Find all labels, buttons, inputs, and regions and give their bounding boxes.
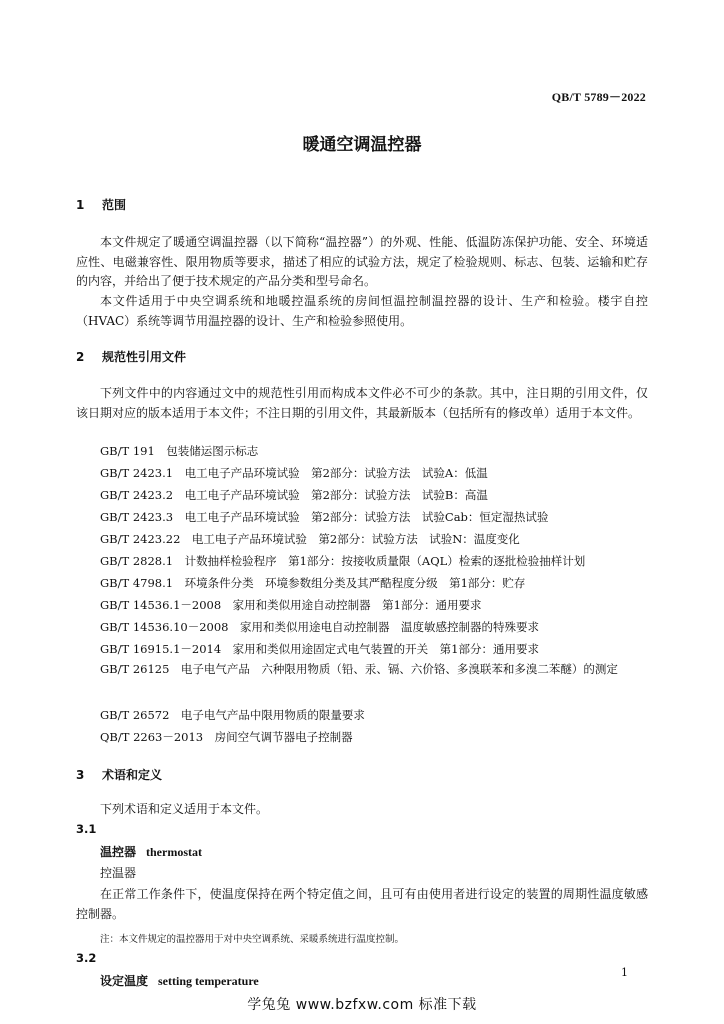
references-intro: 下列文件中的内容通过文中的规范性引用而构成本文件必不可少的条款。其中，注日期的引用文件，仅该日期对应的版本适用于本文件；不注日期的引用文件，其最新版本（包括所有的修改单）适用于本文件。 <box>76 386 648 420</box>
section-number: 1 <box>76 198 85 212</box>
term-heading <box>100 843 202 860</box>
scope-paragraph-2: 本文件适用于中央空调系统和地暖控温系统的房间恒温控制温控器的设计、生产和检验。楼宇自控（HVAC）系统等调节用温控器的设计、生产和检验参照使用。 <box>76 294 648 328</box>
term-definition: 在正常工作条件下，使温度保持在两个特定值之间，且可有由使用者进行设定的装置的周期性温度敏感控制器。 <box>76 887 648 921</box>
section-title: 规范性引用文件 <box>102 350 187 364</box>
page-number: 1 <box>621 966 628 979</box>
section-number: 3 <box>76 768 85 782</box>
section-1-heading <box>76 196 126 213</box>
term-number: 3.1 <box>76 822 97 836</box>
reference-item: GB/T 16915.1－2014 家用和类似用途固定式电气装置的开关 第1部分：通用要求 <box>100 642 539 656</box>
term-note: 注：本文件规定的温控器用于对中央空调系统、采暖系统进行温度控制。 <box>100 934 405 945</box>
reference-item: GB/T 2828.1 计数抽样检验程序 第1部分：按接收质量限（AQL）检索的逐批检验抽样计划 <box>100 554 586 568</box>
reference-item: QB/T 2263－2013 房间空气调节器电子控制器 <box>100 730 353 744</box>
reference-item: GB/T 2423.22 电工电子产品环境试验 第2部分：试验方法 试验N：温度变化 <box>100 532 520 546</box>
term-name-en: setting temperature <box>158 974 259 988</box>
term-name-en: thermostat <box>146 845 202 859</box>
scope-paragraph-1: 本文件规定了暖通空调温控器（以下简称“温控器”）的外观、性能、低温防冻保护功能、安全、环境适应性、电磁兼容性、限用物质等要求，描述了相应的试验方法，规定了检验规则、标志、包装、运输和贮存的内容，并给出了便于技术规定的产品分类和型号命名。 <box>76 235 648 288</box>
term-name-zh: 设定温度 <box>100 974 149 988</box>
term-number: 3.2 <box>76 951 97 965</box>
term-name-zh: 温控器 <box>100 845 137 859</box>
footer-watermark: 学兔兔 www.bzfxw.com 标准下载 <box>247 997 477 1013</box>
term-alias: 控温器 <box>100 866 137 880</box>
section-3-heading <box>76 766 162 783</box>
reference-item: GB/T 14536.10－2008 家用和类似用途电自动控制器 温度敏感控制器的特殊要求 <box>100 620 539 634</box>
reference-item: GB/T 191 包装储运图示标志 <box>100 444 259 458</box>
reference-item: GB/T 14536.1－2008 家用和类似用途自动控制器 第1部分：通用要求 <box>100 598 482 612</box>
reference-item: GB/T 2423.3 电工电子产品环境试验 第2部分：试验方法 试验Cab：恒定湿热试验 <box>100 510 549 524</box>
section-title: 术语和定义 <box>102 768 163 782</box>
reference-item: GB/T 26572 电子电气产品中限用物质的限量要求 <box>100 708 365 722</box>
reference-item: GB/T 2423.2 电工电子产品环境试验 第2部分：试验方法 试验B：高温 <box>100 488 488 502</box>
reference-item-wrapped: GB/T 26125 电子电气产品 六种限用物质（铅、汞、镉、六价铬、多溴联苯和多溴二苯醚）的测定 <box>100 662 618 676</box>
term-heading <box>100 972 259 989</box>
reference-item: GB/T 2423.1 电工电子产品环境试验 第2部分：试验方法 试验A：低温 <box>100 466 488 480</box>
section-number: 2 <box>76 350 85 364</box>
section-2-heading <box>76 348 186 365</box>
section-title: 范围 <box>102 198 127 212</box>
standard-number: QB/T 5789－2022 <box>551 90 646 104</box>
reference-item: GB/T 4798.1 环境条件分类 环境参数组分类及其严酷程度分级 第1部分：贮存 <box>100 576 526 590</box>
terms-intro: 下列术语和定义适用于本文件。 <box>100 802 269 816</box>
document-title: 暖通空调温控器 <box>302 135 422 155</box>
